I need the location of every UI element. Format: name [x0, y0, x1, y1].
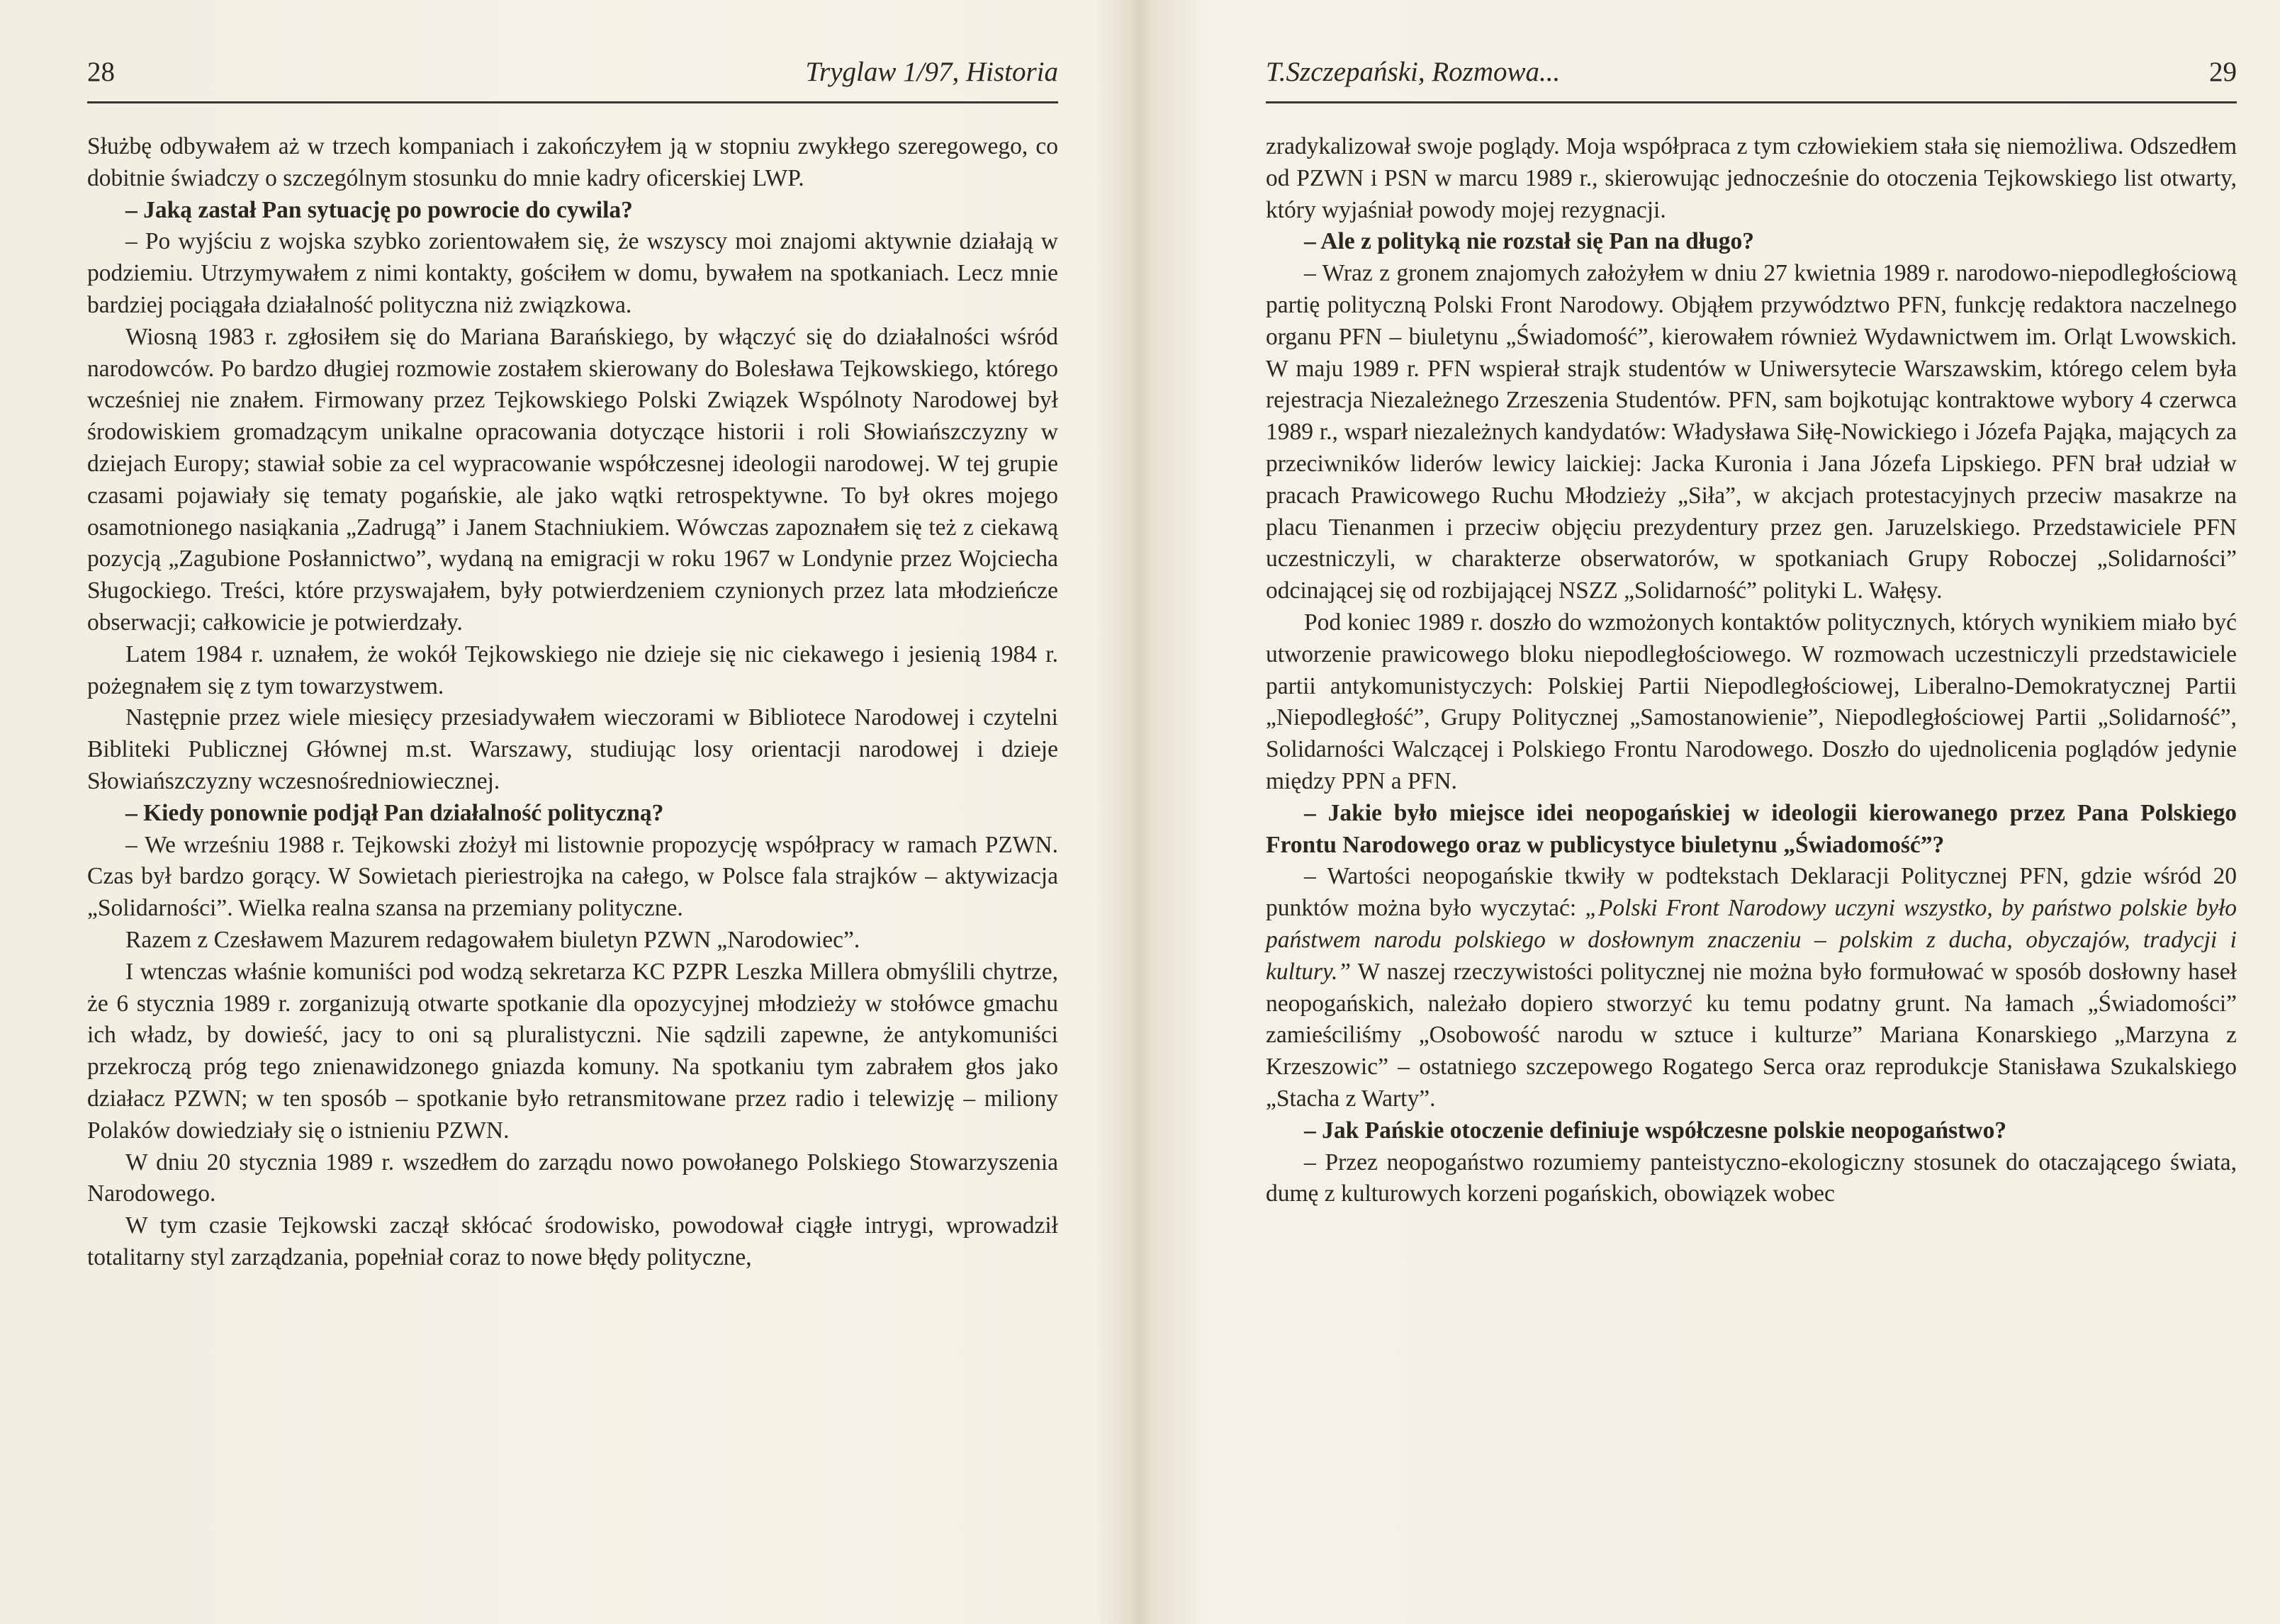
running-head: Tryglaw 1/97, Historia — [805, 57, 1058, 87]
paragraph-with-quote — [1266, 861, 2237, 1115]
paragraph-rest: W naszej rzeczywistości politycznej nie można było formułować w sposób dosłowny haseł neopogańskich, należało dopiero stworzyć ku temu podatny grunt. Na łamach „Świadomości” zamieściliśmy „Osobowość narodu w sztuce i kulturze” Mariana Konarskiego „Marzyna z Krzeszowic” – ostatniego szczepowego Rogatego Serca oraz reprodukcje Stanisława Szukalskiego „Stacha z Warty”. — [1266, 958, 2237, 1112]
paragraph: – Po wyjściu z wojska szybko zorientowałem się, że wszyscy moi znajomi aktywnie działają w podziemiu. Utrzymywałem z nimi kontakty, gościłem w domu, bywałem na spotkaniach. Lecz mnie bardziej pociągała działalność polityczna niż związkowa. — [87, 228, 1058, 318]
paragraph: Latem 1984 r. uznałem, że wokół Tejkowskiego nie dzieje się nic ciekawego i jesienią 1984 r. pożegnałem się z tym towarzystwem. — [87, 641, 1058, 699]
header-rule — [87, 101, 1058, 103]
paragraph: – Wraz z gronem znajomych założyłem w dniu 27 kwietnia 1989 r. narodowo-niepodległościową partię polityczną Polski Front Narodowy. Objąłem przywództwo PFN, funkcję redaktora naczelnego organu PFN – biuletynu „Świadomość”, kierowałem również Wydawnictwem im. Orląt Lwowskich. W maju 1989 r. PFN wspierał strajk studentów w Uniwersytecie Warszawskim, którego celem była rejestracja Niezależnego Zrzeszenia Studentów. PFN, sam bojkotując kontraktowe wybory 4 czerwca 1989 r., wsparł niezależnych kandydatów: Władysława Siłę-Nowickiego i Józefa Pająka, mających za przeciwników liderów lewicy laickiej: Jacka Kuronia i Jana Józefa Lipskiego. PFN brał udział w pracach Prawicowego Ruchu Młodzieży „Siła”, w akcjach protestacyjnych przeciw masakrze na placu Tienanmen i przeciw objęciu prezydentury przez gen. Jaruzelskiego. Przedstawiciele PFN uczestniczyli, w charakterze obserwatorów, w spotkaniach Grupy Roboczej „Solidarności” odcinającej się od rozbijającej NSZZ „Solidarność” polityki L. Wałęsy. — [1266, 260, 2237, 604]
right-page-text — [1266, 131, 2237, 1210]
paragraph: Pod koniec 1989 r. doszło do wzmożonych kontaktów politycznych, których wynikiem miało być utworzenie prawicowego bloku niepodległościowego. W rozmowach uczestniczyli przedstawiciele partii antykomunistyczych: Polskiej Partii Niepodległościowej, Liberalno-Demokratycznej Partii „Niepodległość”, Grupy Politycznej „Samostanowienie”, Niepodległościowej Partii „Solidarność”, Solidarności Walczącej i Polskiego Frontu Narodowego. Doszło do ujednolicenia poglądów jedynie między PPN a PFN. — [1266, 609, 2237, 794]
interview-question: – Jaką zastał Pan sytuację po powrocie do cywila? — [87, 195, 1058, 227]
paragraph: W tym czasie Tejkowski zaczął skłócać środowisko, powodował ciągłe intrygi, wprowadził totalitarny styl zarządzania, popełniał coraz to nowe błędy polityczne, — [87, 1212, 1058, 1270]
paragraph: Wiosną 1983 r. zgłosiłem się do Mariana Barańskiego, by włączyć się do działalności wśród narodowców. Po bardzo długiej rozmowie zostałem skierowany do Bolesława Tejkowskiego, którego wcześniej nie znałem. Firmowany przez Tejkowskiego Polski Związek Wspólnoty Narodowej był środowiskiem gromadzącym unikalne opracowania dotyczące historii i roli Słowiańszczyzny w dziejach Europy; stawiał sobie za cel wypracowanie współczesnej ideologii narodowej. W tej grupie czasami pojawiały się tematy pogańskie, ale jako wątki retrospektywne. To był okres mojego osamotnionego nasiąkania „Zadrugą” i Janem Stachniukiem. Wówczas zapoznałem się też z ciekawą pozycją „Zagubione Posłannictwo”, wydaną na emigracji w roku 1967 w Londynie przez Wojciecha Sługockiego. Treści, które przyswajałem, były potwierdzeniem czynionych przez lata młodzieńcze obserwacji; całkowicie je potwierdzały. — [87, 323, 1058, 636]
paragraph: zradykalizował swoje poglądy. Moja współpraca z tym człowiekiem stała się niemożliwa. Odszedłem od PZWN i PSN w marcu 1989 r., skierowując jednocześnie do otoczenia Tejkowskiego list otwarty, który wyjaśniał powody mojej rezygnacji. — [1266, 133, 2237, 223]
paragraph: Razem z Czesławem Mazurem redagowałem biuletyn PZWN „Narodowiec”. — [125, 926, 860, 953]
paragraph: W dniu 20 stycznia 1989 r. wszedłem do zarządu nowo powołanego Polskiego Stowarzyszenia Narodowego. — [87, 1149, 1058, 1207]
paragraph: – We wrześniu 1988 r. Tejkowski złożył mi listownie propozycję współpracy w ramach PZWN. Czas był bardzo gorący. W Sowietach pieriestrojka na całego, w Polsce fala strajków – aktywizacja „Solidarności”. Wielka realna szansa na przemiany polityczne. — [87, 831, 1058, 922]
paragraph: Następnie przez wiele miesięcy przesiadywałem wieczorami w Bibliotece Narodowej i czytelni Bibliteki Publicznej Głównej m.st. Warszawy, studiując losy orientacji narodowej i dzieje Słowiańszczyzny wczesnośredniowiecznej. — [87, 704, 1058, 794]
paragraph: Służbę odbywałem aż w trzech kompaniach i zakończyłem ją w stopniu zwykłego szeregowego, co dobitnie świadczy o szczególnym stosunku do mnie kadry oficerskiej LWP. — [87, 133, 1058, 191]
paragraph-lead: – Wartości neopogańskie tkwiły w podtekstach Deklaracji Politycznej PFN, gdzie wśród 20 punktów można było wyczytać: — [1266, 863, 2237, 922]
interview-question: – Ale z polityką nie rozstał się Pan na długo? — [1266, 226, 2237, 258]
running-head: T.Szczepański, Rozmowa... — [1266, 57, 1561, 87]
interview-question: – Kiedy ponownie podjął Pan działalność polityczną? — [87, 798, 1058, 830]
declaration-quote: „Polski Front Narodowy uczyni wszystko, by państwo polskie było państwem narodu polskiego w dosłownym znaczeniu – polskim z ducha, obyczajów, tradycji i kultury.” — [1266, 895, 2237, 985]
left-page-text — [87, 131, 1058, 1274]
interview-question: – Jakie było miejsce idei neopogańskiej w ideologii kierowanego przez Pana Polskiego Frontu Narodowego oraz w publicystyce biuletynu „Świadomość”? — [1266, 798, 2237, 862]
paragraph: I wtenczas właśnie komuniści pod wodzą sekretarza KC PZPR Leszka Millera obmyślili chytrze, że 6 stycznia 1989 r. zorganizują otwarte spotkanie dla opozycyjnej młodzieży w stołówce gmachu ich władz, by dowieść, jacy to oni są pluralistyczni. Nie sądzili zapewne, że antykomuniści przekroczą próg tego znienawidzonego gniazda komuny. Na spotkaniu tym zabrałem głos jako działacz PZWN; w ten sposób – spotkanie było retransmitowane przez radio i telewizję – miliony Polaków dowiedziały się o istnieniu PZWN. — [87, 958, 1058, 1144]
page-number: 28 — [87, 57, 115, 87]
interview-question: – Jak Pańskie otoczenie definiuje współczesne polskie neopogaństwo? — [1266, 1115, 2237, 1147]
right-page — [1140, 0, 2280, 1624]
header-rule — [1266, 101, 2237, 103]
page-number: 29 — [2209, 57, 2237, 87]
paragraph: – Przez neopogaństwo rozumiemy panteistyczno-ekologiczny stosunek do otaczającego świata, dumę z kulturowych korzeni pogańskich, obowiązek wobec — [1266, 1149, 2237, 1207]
